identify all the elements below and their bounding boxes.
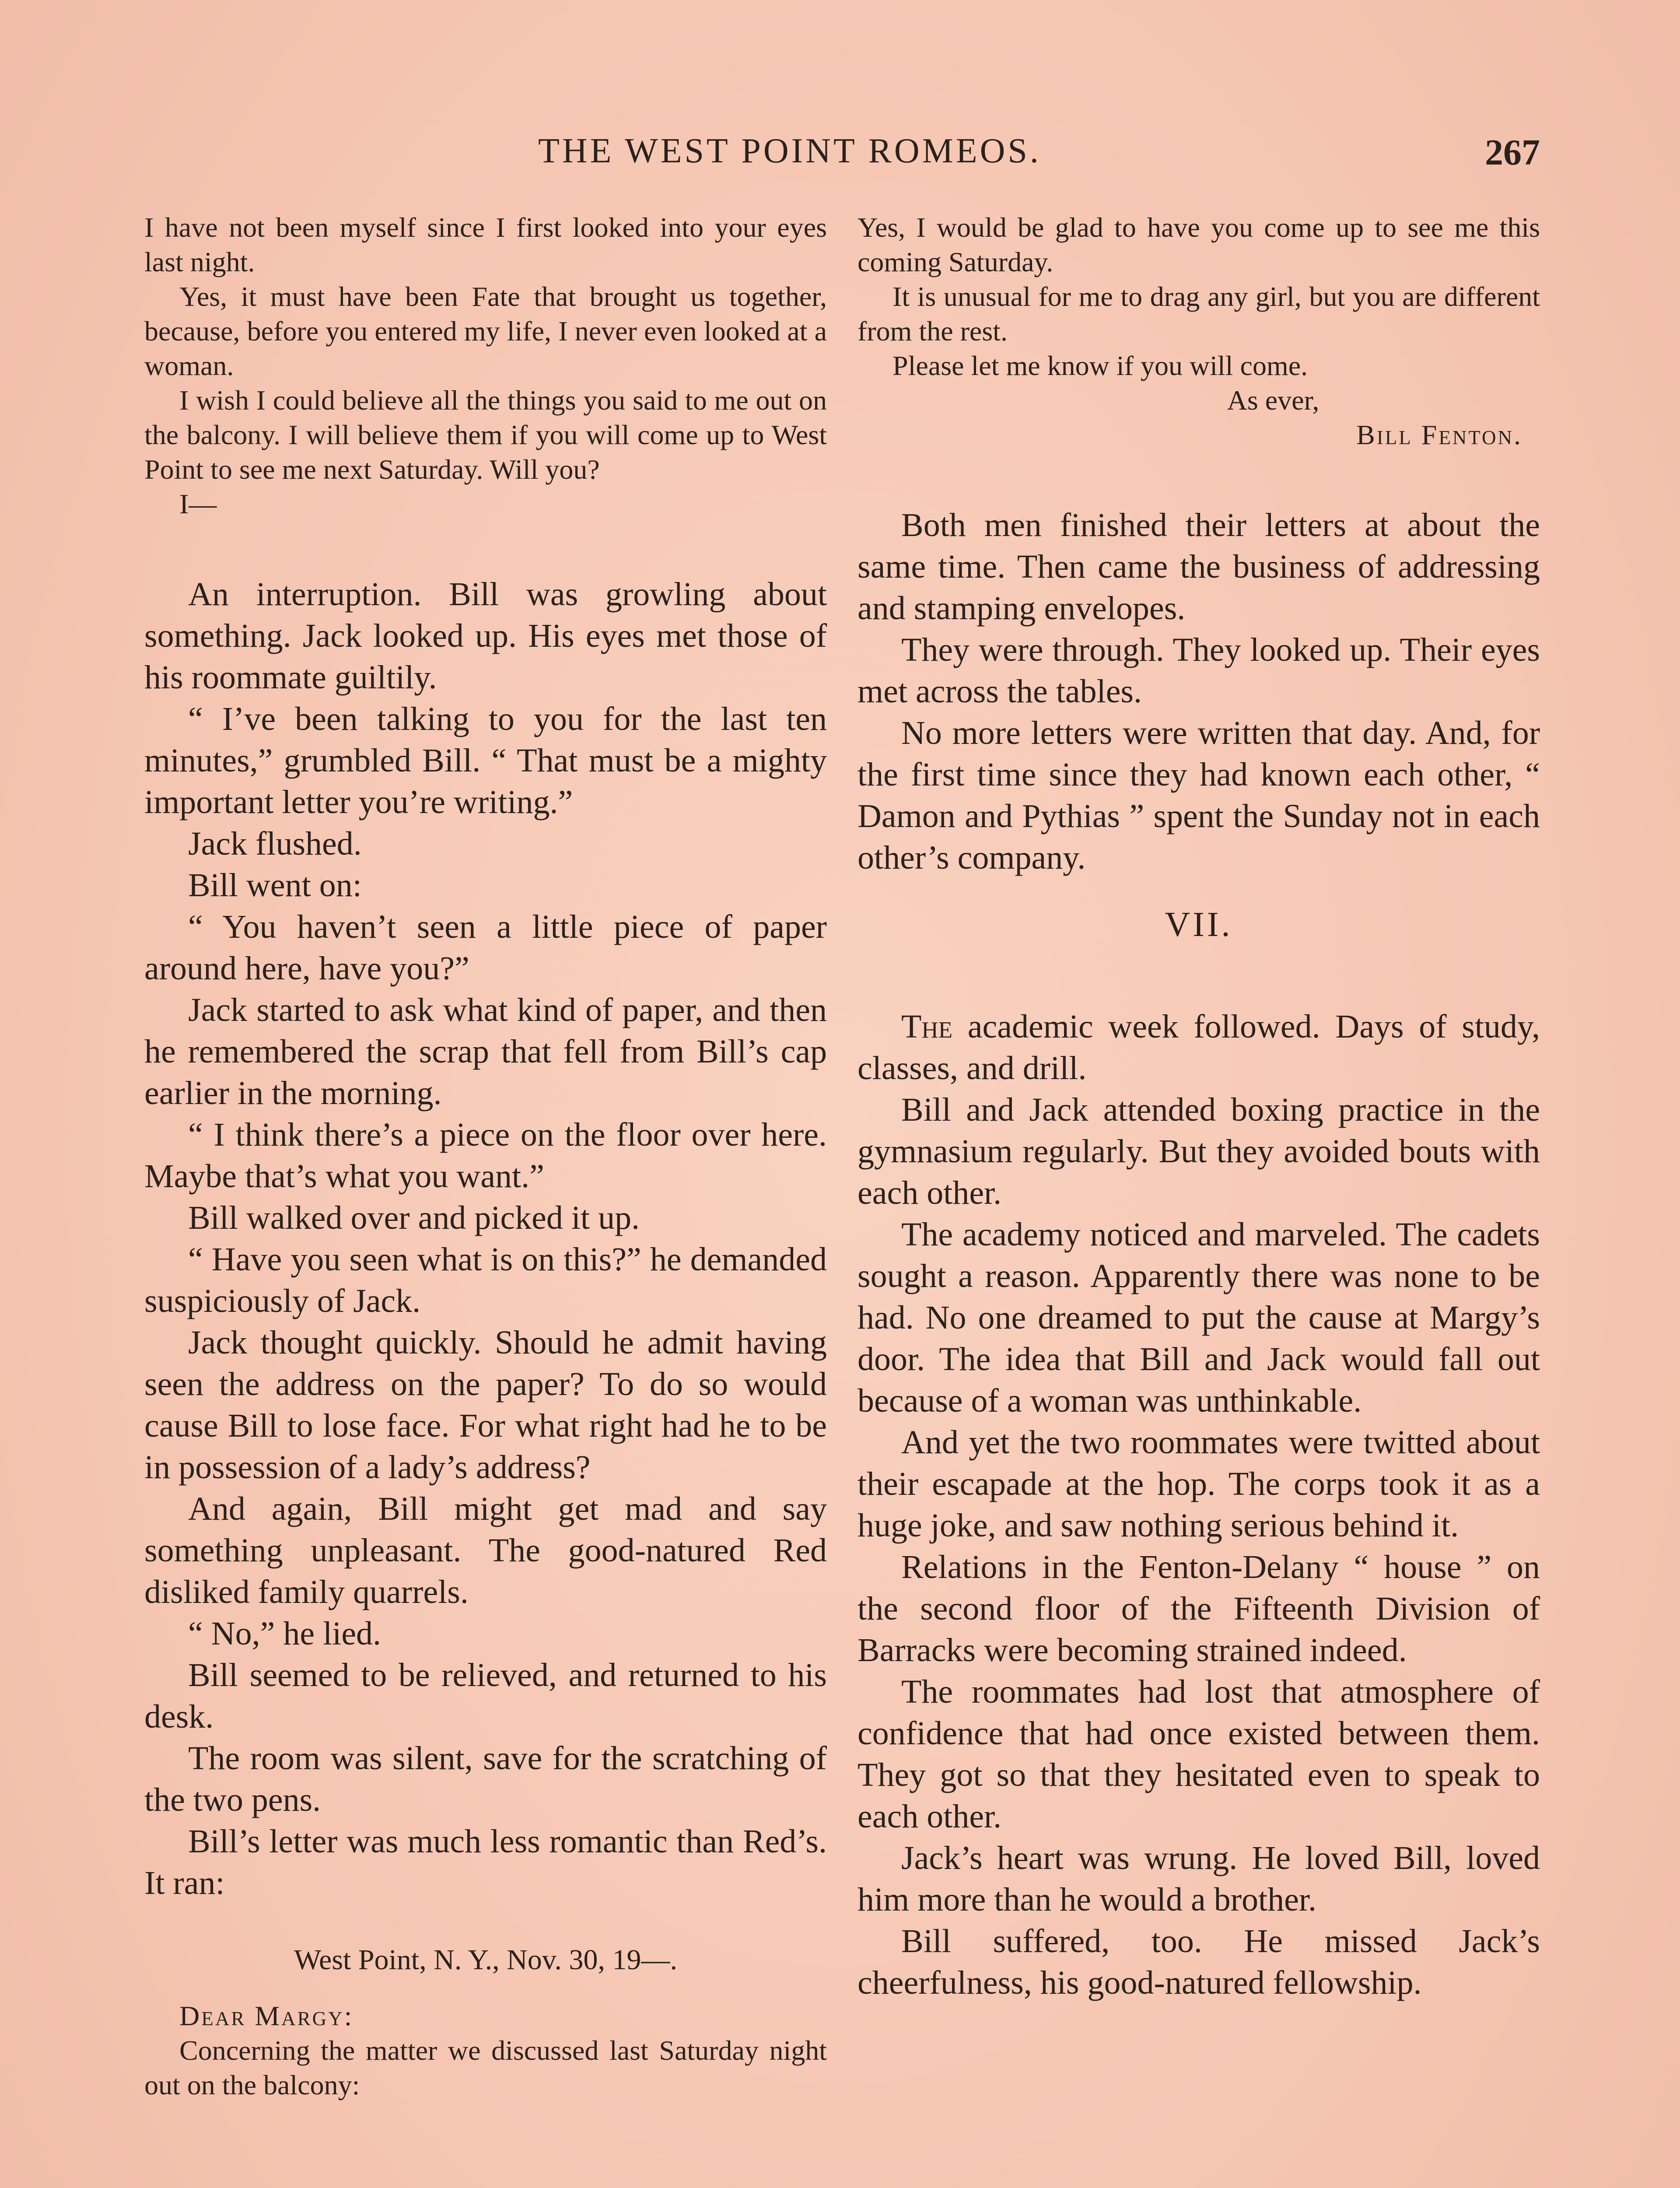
prose-paragraph: Jack thought quickly. Should he admit having seen the address on the paper? To do so would cause Bill to lose face. For what right had he to be in possession of a lady’s address? [144, 1324, 827, 1486]
prose-paragraph: The room was silent, save for the scratching of the two pens. [144, 1740, 827, 1818]
letter-paragraph: It is unusual for me to drag any girl, but you are different from the rest. [858, 281, 1540, 347]
prose-paragraph: “ I think there’s a piece on the floor over here. Maybe that’s what you want.” [144, 1116, 827, 1195]
prose-paragraph: Bill’s letter was much less romantic than Red’s. It ran: [144, 1823, 827, 1901]
letter-paragraph: Yes, I would be glad to have you come up to see me this coming Saturday. [858, 212, 1540, 277]
letter-salutation: Dear Margy: [179, 2000, 354, 2031]
prose-paragraph: “ You haven’t seen a little piece of paper around here, have you?” [144, 908, 827, 987]
prose-paragraph: “ Have you seen what is on this?” he demanded suspiciously of Jack. [144, 1241, 827, 1319]
prose-paragraph: Bill seemed to be relieved, and returned to his desk. [144, 1657, 827, 1735]
prose-paragraph: Jack flushed. [188, 825, 362, 862]
prose-paragraph: Relations in the Fenton-Delany “ house ” on the second floor of the Fifteenth Division of Barracks were becoming strained indeed. [858, 1549, 1540, 1669]
prose-paragraph: “ No,” he lied. [188, 1615, 382, 1652]
chapter-heading: VII. [1165, 905, 1233, 944]
letter-paragraph: I wish I could believe all the things you said to me out on the balcony. I will believe them if you will come up to West Point to see me next Saturday. Will you? [144, 385, 827, 485]
chapter-opening [858, 1006, 1540, 1089]
chapter-opening-rest: academic week followed. Days of study, classes, and drill. [858, 1008, 1540, 1087]
letter-dateline: West Point, N. Y., Nov. 30, 19—. [294, 1944, 677, 1976]
prose-paragraph: The academy noticed and marveled. The cadets sought a reason. Apparently there was none to be had. No one dreamed to put the cause at Margy’s door. The idea that Bill and Jack would fall out because of a woman was unthinkable. [858, 1216, 1540, 1419]
prose-paragraph: And yet the two roommates were twitted about their escapade at the hop. The corps took it as a huge joke, and saw nothing serious behind it. [858, 1424, 1540, 1544]
running-title: THE WEST POINT ROMEOS. [538, 132, 1041, 170]
letter-closing: As ever, [1227, 385, 1320, 416]
page-number: 267 [1485, 132, 1540, 173]
prose-paragraph: They were through. They looked up. Their eyes met across the tables. [858, 631, 1540, 710]
red-letter [144, 210, 827, 521]
prose-paragraph: Bill went on: [188, 867, 362, 904]
letter-paragraph: I— [179, 488, 217, 519]
prose-paragraph: Bill and Jack attended boxing practice in the gymnasium regularly. But they avoided bouts with each other. [858, 1091, 1540, 1211]
left-prose [144, 574, 827, 1904]
chapter-opening-lead: The [901, 1008, 953, 1045]
letter-signature: Bill Fenton. [1356, 419, 1522, 450]
letter-paragraph: Concerning the matter we discussed last Saturday night out on the balcony: [144, 2035, 827, 2100]
prose-paragraph: Both men finished their letters at about the same time. Then came the business of addressing and stamping envelopes. [858, 507, 1540, 627]
right-column [858, 210, 1540, 2004]
prose-paragraph: Bill walked over and picked it up. [188, 1199, 640, 1236]
letter-paragraph: Please let me know if you will come. [892, 350, 1308, 381]
prose-paragraph: Jack’s heart was wrung. He loved Bill, loved him more than he would a brother. [858, 1840, 1540, 1918]
prose-paragraph: An interruption. Bill was growling about something. Jack looked up. His eyes met those of his roommate guiltily. [144, 576, 827, 696]
left-column [144, 210, 827, 2102]
prose-paragraph: The roommates had lost that atmosphere of confidence that had once existed between them. They got so that they hesitated even to speak to each other. [858, 1673, 1540, 1835]
prose-paragraph: No more letters were written that day. And, for the first time since they had known each other, “ Damon and Pythias ” spent the Sunday not in each other’s company. [858, 715, 1540, 876]
bill-letter-start [144, 1999, 827, 2102]
right-prose-a [858, 505, 1540, 879]
letter-paragraph: Yes, it must have been Fate that brought us together, because, before you entered my life, I never even looked at a woman. [144, 281, 827, 381]
bill-letter-end [858, 210, 1540, 452]
prose-paragraph: Jack started to ask what kind of paper, and then he remembered the scrap that fell from Bill’s cap earlier in the morning. [144, 992, 827, 1112]
prose-paragraph: And again, Bill might get mad and say something unpleasant. The good-natured Red disliked family quarrels. [144, 1490, 827, 1610]
prose-paragraph: Bill suffered, too. He missed Jack’s cheerfulness, his good-natured fellowship. [858, 1923, 1540, 2001]
prose-paragraph: “ I’ve been talking to you for the last ten minutes,” grumbled Bill. “ That must be a mighty important letter you’re writing.” [144, 701, 827, 820]
letter-paragraph: I have not been myself since I first looked into your eyes last night. [144, 212, 827, 277]
right-prose-b [858, 1006, 1540, 2004]
